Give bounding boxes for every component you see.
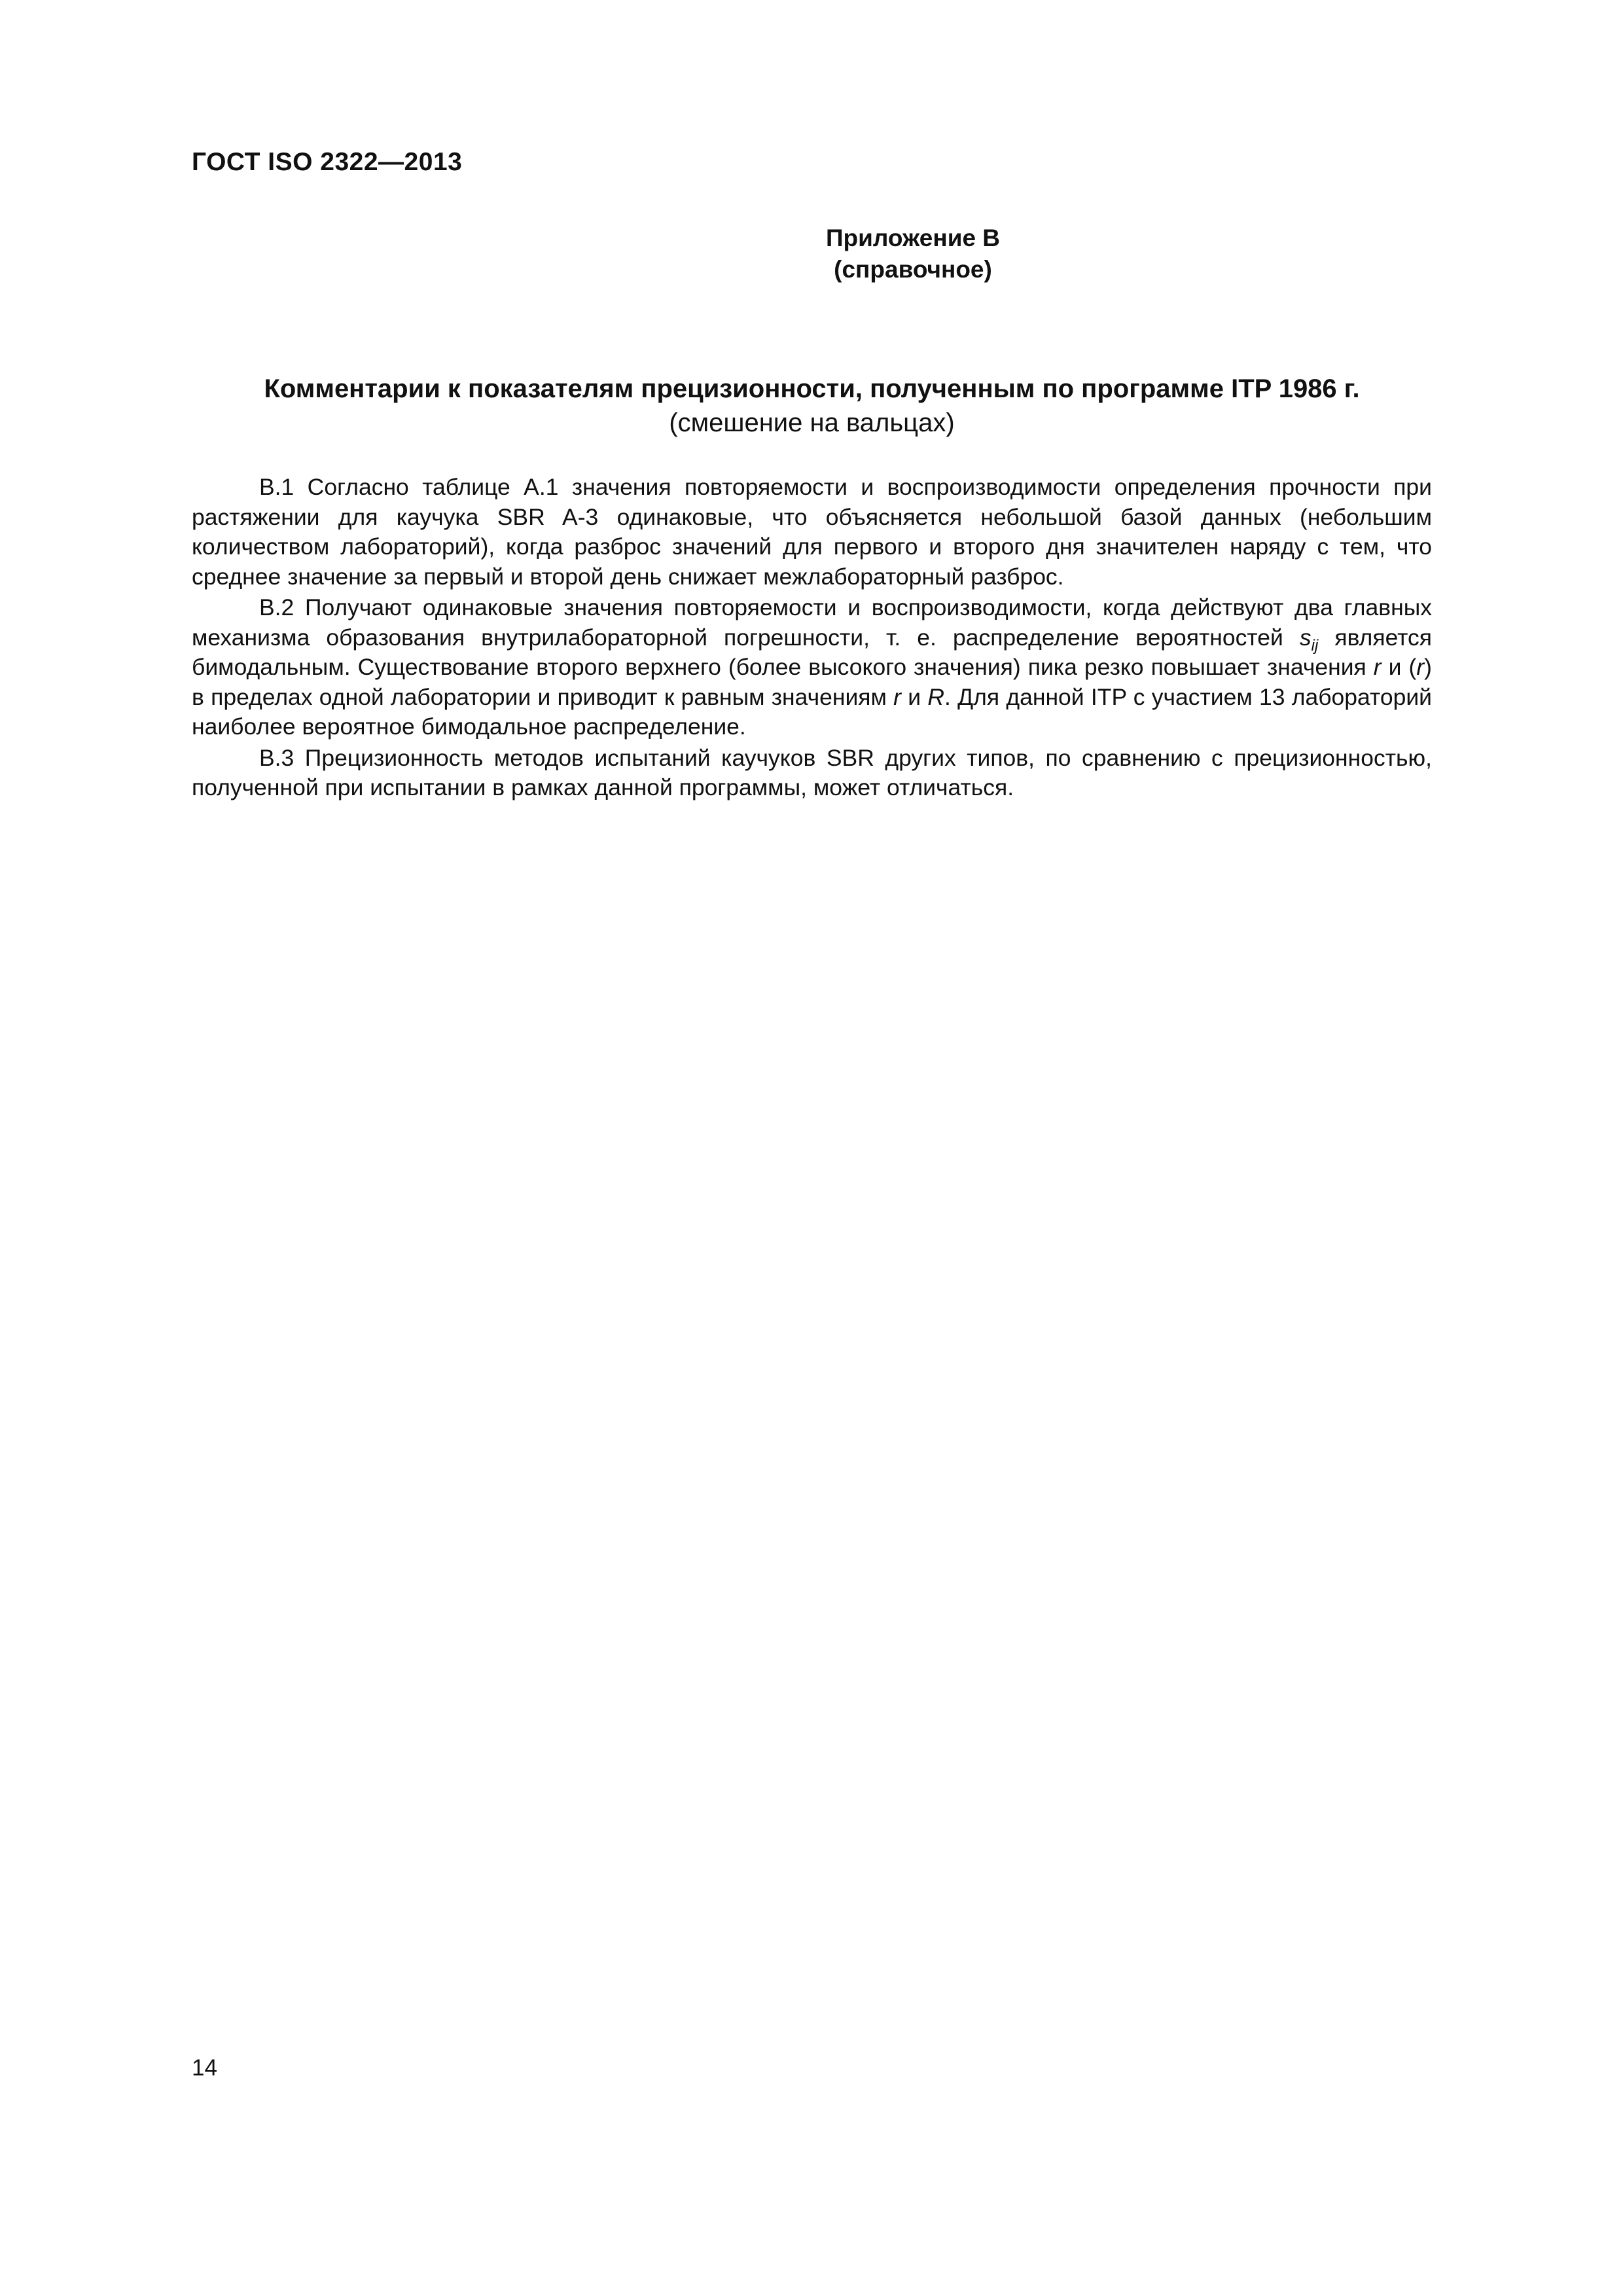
paragraph-b2 (192, 593, 1432, 742)
paragraph-b2-part3: и ( (1381, 654, 1417, 680)
paragraph-b2-part2: является бимодальным. Существование второго верхнего (более высокого значения) пика резко повышает значения (192, 624, 1432, 680)
variable-R: R (927, 683, 945, 710)
section-title: Комментарии к показателям прецизионности, полученным по программе ITP 1986 г. (264, 374, 1360, 403)
variable-ij-subscript: ij (1311, 636, 1319, 655)
paragraph-b2-part5: и (901, 683, 928, 710)
paragraph-b1: В.1 Согласно таблице А.1 значения повторяемости и воспроизводимости определения прочности при растяжении для каучука SBR A-3 одинаковые, что объясняется небольшой базой данных (небольшим количеством лабораторий), когда разброс значений для первого и второго дня значителен наряду с тем, что среднее значение за первый и второй день снижает межлабораторный разброс. (192, 474, 1432, 590)
page-number: 14 (192, 2055, 217, 2081)
section-heading (192, 372, 1432, 440)
variable-r: r (893, 683, 901, 710)
document-code-header: ГОСТ ISO 2322—2013 (192, 148, 463, 176)
variable-s: s (1299, 624, 1311, 651)
paragraph-b2-part1: В.2 Получают одинаковые значения повторяемости и воспроизводимости, когда действуют два главных механизма образования внутрилабораторной погрешности, т. е. распределение вероятностей (192, 594, 1432, 651)
annex-status: (справочное) (834, 256, 992, 283)
paragraph-b2-part6: . Для данной ITP с участием 13 лабораторий наиболее вероятное бимодальное распределение. (192, 683, 1433, 740)
body-text (192, 473, 1432, 803)
section-subtitle: (смешение на вальцах) (669, 408, 955, 437)
variable-r: r (1373, 654, 1382, 680)
variable-r: r (1416, 654, 1425, 680)
annex-heading (0, 223, 1623, 285)
paragraph-b3: В.3 Прецизионность методов испытаний каучуков SBR других типов, по сравнению с прецизионностью, полученной при испытании в рамках данной программы, может отличаться. (192, 744, 1432, 800)
annex-title: Приложение В (825, 224, 1001, 251)
paragraph-b2-part4: ) в пределах одной лаборатории и приводит к равным значениям (192, 654, 1432, 710)
